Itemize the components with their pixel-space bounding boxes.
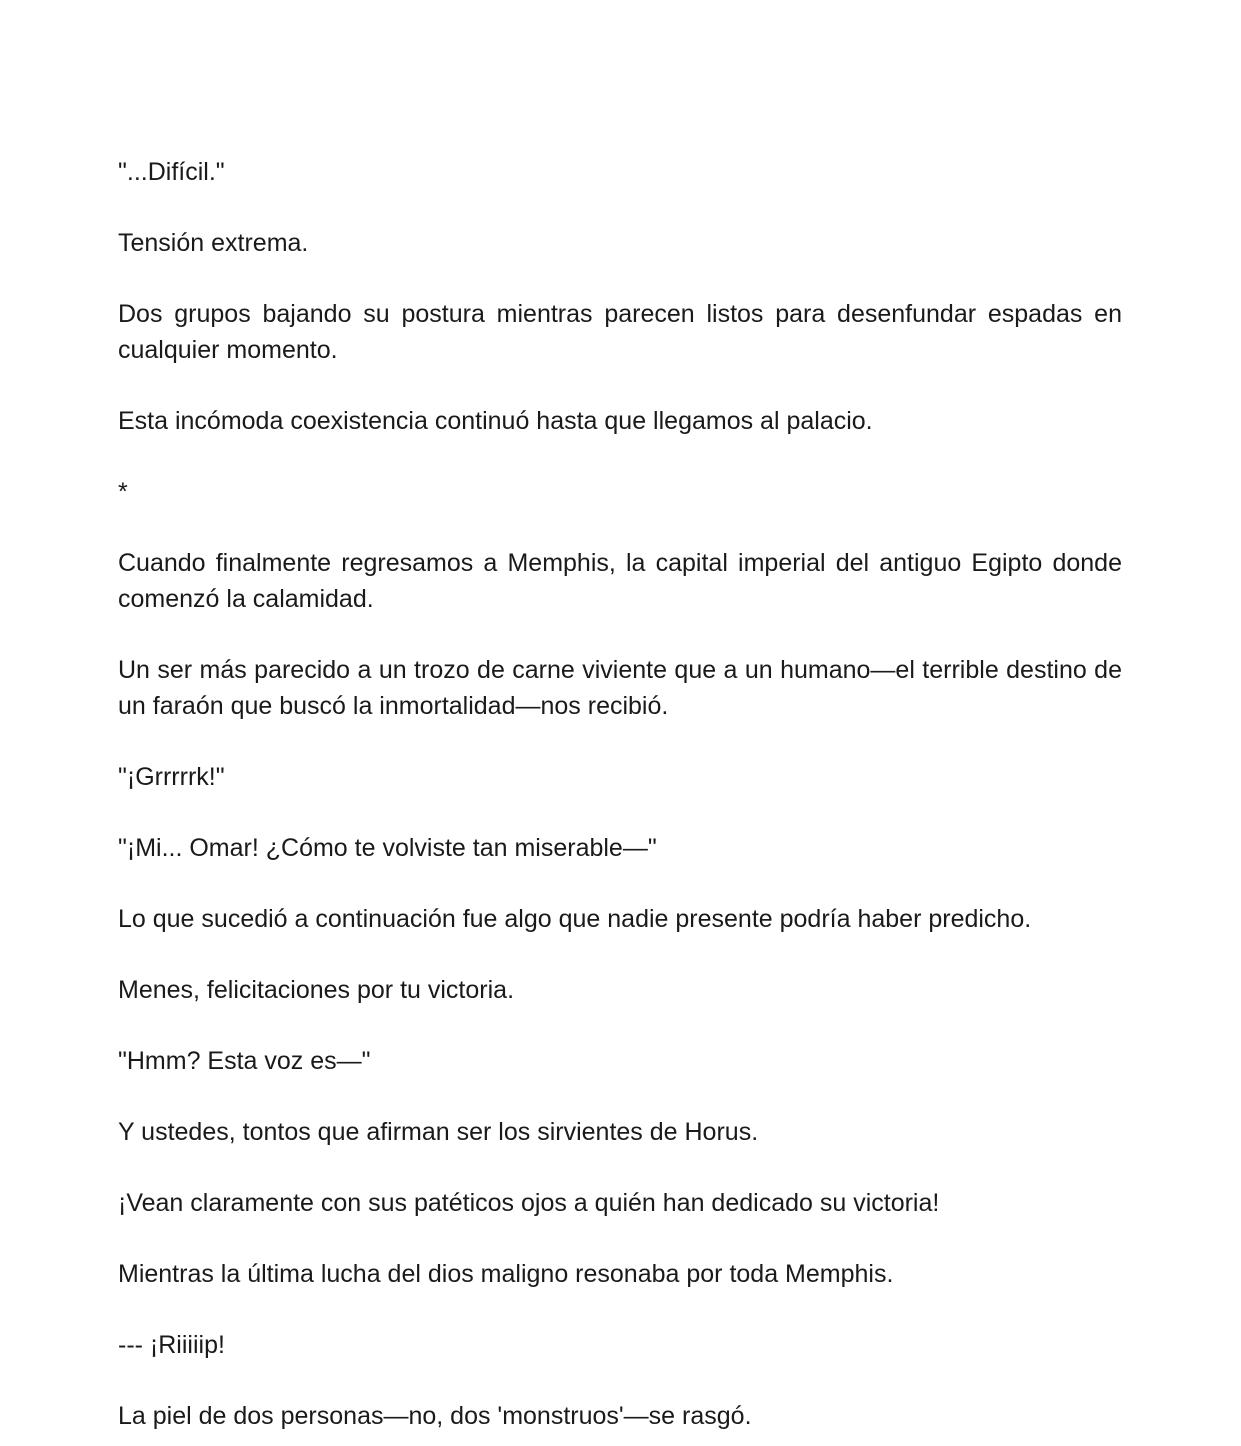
paragraph: Dos grupos bajando su postura mientras parecen listos para desenfundar espadas en cualquier momento. xyxy=(118,300,1122,364)
paragraph: "Hmm? Esta voz es—" xyxy=(118,1047,371,1075)
scene-break: * xyxy=(118,478,128,506)
body-text xyxy=(118,154,1122,1434)
paragraph: Cuando finalmente regresamos a Memphis, la capital imperial del antiguo Egipto donde comenzó la calamidad. xyxy=(118,549,1122,613)
paragraph: La piel de dos personas—no, dos 'monstruos'—se rasgó. xyxy=(118,1402,752,1430)
paragraph: Mientras la última lucha del dios maligno resonaba por toda Memphis. xyxy=(118,1260,894,1288)
paragraph: "...Difícil." xyxy=(118,158,225,186)
paragraph: Lo que sucedió a continuación fue algo que nadie presente podría haber predicho. xyxy=(118,905,1032,933)
paragraph: ¡Vean claramente con sus patéticos ojos a quién han dedicado su victoria! xyxy=(118,1189,940,1217)
paragraph: Y ustedes, tontos que afirman ser los sirvientes de Horus. xyxy=(118,1118,759,1146)
paragraph: Un ser más parecido a un trozo de carne viviente que a un humano—el terrible destino de un faraón que buscó la inmortalidad—nos recibió. xyxy=(118,656,1122,720)
paragraph: Menes, felicitaciones por tu victoria. xyxy=(118,976,515,1004)
paragraph: --- ¡Riiiiip! xyxy=(118,1331,225,1359)
paragraph: Tensión extrema. xyxy=(118,229,309,257)
paragraph: "¡Mi... Omar! ¿Cómo te volviste tan miserable—" xyxy=(118,834,657,862)
paragraph: "¡Grrrrrk!" xyxy=(118,763,225,791)
paragraph: Esta incómoda coexistencia continuó hasta que llegamos al palacio. xyxy=(118,407,873,435)
